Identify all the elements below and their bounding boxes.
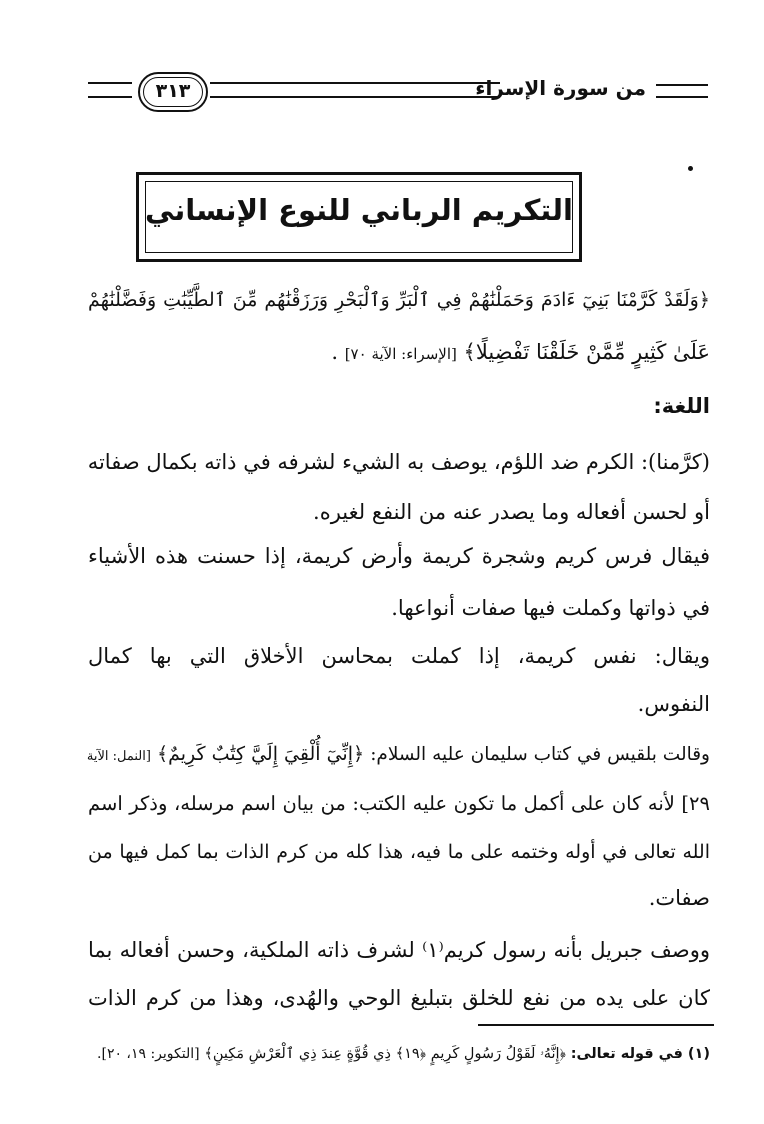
footnote-reference: [التكوير: ١٩، ٢٠]. xyxy=(97,1046,200,1062)
p4-text: وقالت بلقيس في كتاب سليمان عليه السلام: xyxy=(370,744,710,765)
p4-line-2: ٢٩] لأنه كان على أكمل ما تكون عليه الكتب: من بيان اسم مرسله، وذكر اسم xyxy=(88,792,710,815)
p1-line-1: (كرَّمنا): الكرم ضد اللؤم، يوصف به الشيء لشرفه في ذاته بكمال صفاته xyxy=(87,450,710,474)
header-ornament-right xyxy=(656,84,708,98)
p4-reference: [النمل: الآية xyxy=(86,749,151,764)
p1-line-2: أو لحسن أفعاله وما يصدر عنه من النفع لغيره. xyxy=(313,500,710,524)
p2-line-1: فيقال فرس كريم وشجرة كريمة وأرض كريمة، إذا حسنت هذه الأشياء xyxy=(88,544,710,568)
verse-text: عَلَىٰ كَثِيرٍ مِّمَّنْ خَلَقْنَا تَفْضِيلًا﴾ xyxy=(463,340,710,364)
p3-line-1: ويقال: نفس كريمة، إذا كملت بمحاسن الأخلاق التي بها كمال xyxy=(88,644,710,668)
page-header xyxy=(88,72,708,118)
p4-line-4: صفات. xyxy=(648,886,710,910)
heading-lugha: اللغة: xyxy=(653,394,710,418)
p4-verse: ﴿إِنِّيٓ أُلْقِيَ إِلَيَّ كِتَٰبٌ كَرِيمٌ﴾ xyxy=(156,743,365,765)
p5-line-1: ووصف جبريل بأنه رسول كريم⁽١⁾ لشرف ذاته الملكية، وحسن أفعاله بما xyxy=(88,938,710,962)
sura-title: من سورة الإسراء xyxy=(475,76,646,100)
verse-line-2 xyxy=(88,334,710,372)
page-number: ٣١٣ xyxy=(138,72,208,112)
dot-mark xyxy=(688,166,693,171)
footnote-verse: ﴿إِنَّهُۥ لَقَوْلُ رَسُولٍ كَرِيمٍ ﴿١٩﴾ ذِي قُوَّةٍ عِندَ ذِي ٱلْعَرْشِ مَكِينٍ﴾ xyxy=(204,1046,566,1062)
p2-line-2: في ذواتها وكملت فيها صفات أنواعها. xyxy=(391,596,710,620)
header-ornament-left xyxy=(88,82,132,98)
footnote-rule xyxy=(478,1024,714,1026)
header-rule xyxy=(210,82,500,98)
verse-line-1: ﴿وَلَقَدْ كَرَّمْنَا بَنِيٓ ءَادَمَ وَحَمَلْنَٰهُمْ فِي ٱلْبَرِّ وَٱلْبَحْرِ وَرَزَقْنَٰهُم مِّنَ ٱلطَّيِّبَٰتِ وَفَضَّلْنَٰهُمْ xyxy=(88,289,710,311)
p5-line-2: كان على يده من نفع للخلق بتبليغ الوحي والهُدى، وهذا من كرم الذات xyxy=(88,986,710,1010)
section-title-box xyxy=(136,172,582,262)
p4-line-1 xyxy=(88,736,710,775)
p3-line-2: النفوس. xyxy=(637,692,710,716)
footnote-label: (١) في قوله تعالى: xyxy=(570,1046,710,1062)
verse-reference: [الإسراء: الآية ٧٠] xyxy=(344,345,457,363)
footnote xyxy=(88,1040,710,1067)
p4-line-3: الله تعالى في أوله وختمه على ما فيه، هذا كله من كرم الذات بما كمل فيها من xyxy=(88,841,710,863)
section-title: التكريم الرباني للنوع الإنساني xyxy=(145,193,573,227)
verse-end: . xyxy=(331,340,338,364)
